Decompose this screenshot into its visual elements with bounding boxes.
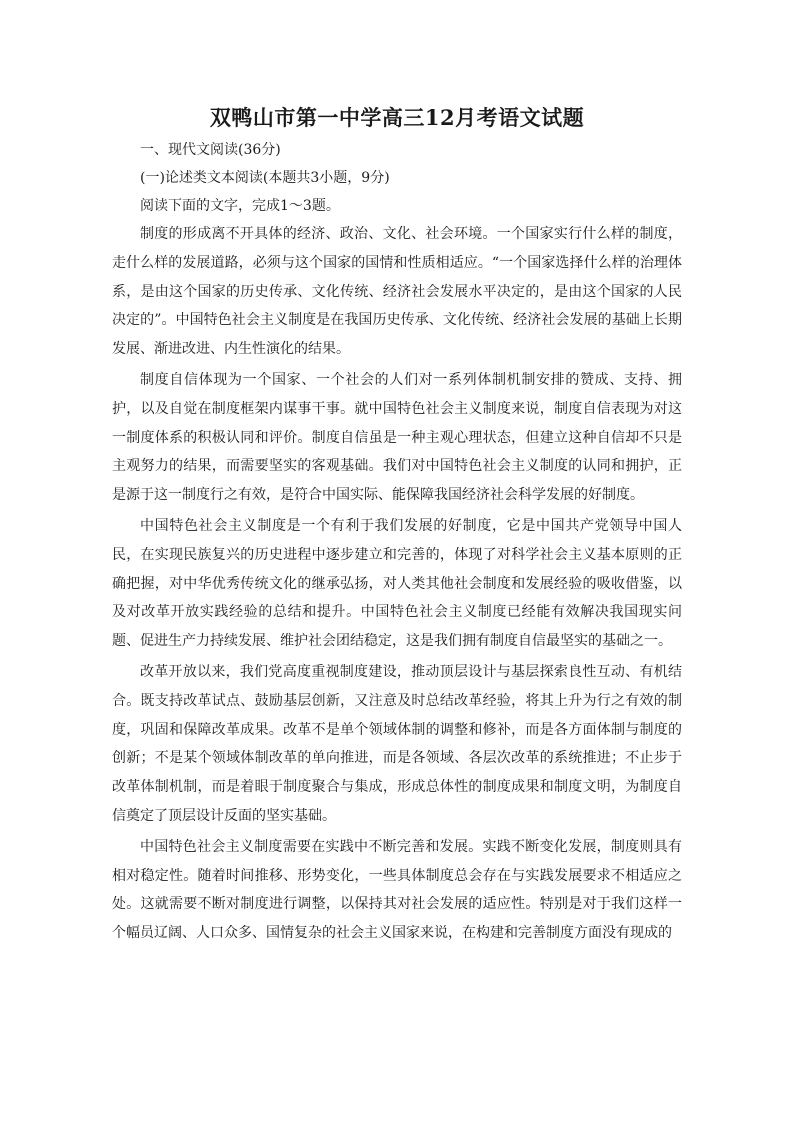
document-page [112,102,682,948]
section-heading: 一、现代文阅读(36分) [140,142,281,158]
instruction-text: 阅读下面的文字，完成1～3题。 [140,198,340,214]
body-paragraph-3: 中国特色社会主义制度是一个有利于我们发展的好制度，它是中国共产党领导中国人民，在实现民族复兴的历史进程中逐步建立和完善的，体现了对科学社会主义基本原则的正确把握，对中华优秀传统文化的继承弘扬，对人类其他社会制度和发展经验的吸收借鉴，以及对改革开放实践经验的总结和提升。中国特色社会主义制度已经能有效解决我国现实问题、促进生产力持续发展、维护社会团结稳定，这是我们拥有制度自信最坚实的基础之一。 [112,517,682,650]
body-paragraph-5: 中国特色社会主义制度需要在实践中不断完善和发展。实践不断变化发展，制度则具有相对稳定性。随着时间推移、形势变化，一些具体制度总会存在与实践发展要求不相适应之处。这就需要不断对制度进行调整，以保持其对社会发展的适应性。特别是对于我们这样一个幅员辽阔、人口众多、国情复杂的社会主义国家来说，在构建和完善制度方面没有现成的 [112,838,682,942]
document-title: 双鸭山市第一中学高三12月考语文试题 [209,105,585,130]
body-paragraph-1: 制度的形成离不开具体的经济、政治、文化、社会环境。一个国家实行什么样的制度，走什么样的发展道路，必须与这个国家的国情和性质相适应。“一个国家选择什么样的治理体系，是由这个国家的历史传承、文化传统、经济社会发展水平决定的，是由这个国家的人民决定的”。中国特色社会主义制度是在我国历史传承、文化传统、经济社会发展的基础上长期发展、渐进改进、内生性演化的结果。 [112,226,682,358]
body-paragraph-2: 制度自信体现为一个国家、一个社会的人们对一系列体制机制安排的赞成、支持、拥护，以及自觉在制度框架内谋事干事。就中国特色社会主义制度来说，制度自信表现为对这一制度体系的积极认同和评价。制度自信虽是一种主观心理状态，但建立这种自信却不只是主观努力的结果，而需要坚实的客观基础。我们对中国特色社会主义制度的认同和拥护，正是源于这一制度行之有效，是符合中国实际、能保障我国经济社会科学发展的好制度。 [112,371,682,504]
subsection-heading: (一)论述类文本阅读(本题共3小题，9分) [140,170,390,186]
body-paragraph-4: 改革开放以来，我们党高度重视制度建设，推动顶层设计与基层探索良性互动、有机结合。既支持改革试点、鼓励基层创新，又注意及时总结改革经验，将其上升为行之有效的制度，巩固和保障改革成果。改革不是单个领域体制的调整和修补，而是各方面体制与制度的创新；不是某个领域体制改革的单向推进，而是各领域、各层次改革的系统推进；不止步于改革体制机制，而是着眼于制度聚合与集成，形成总体性的制度成果和制度文明，为制度自信奠定了顶层设计反面的坚实基础。 [112,663,682,824]
